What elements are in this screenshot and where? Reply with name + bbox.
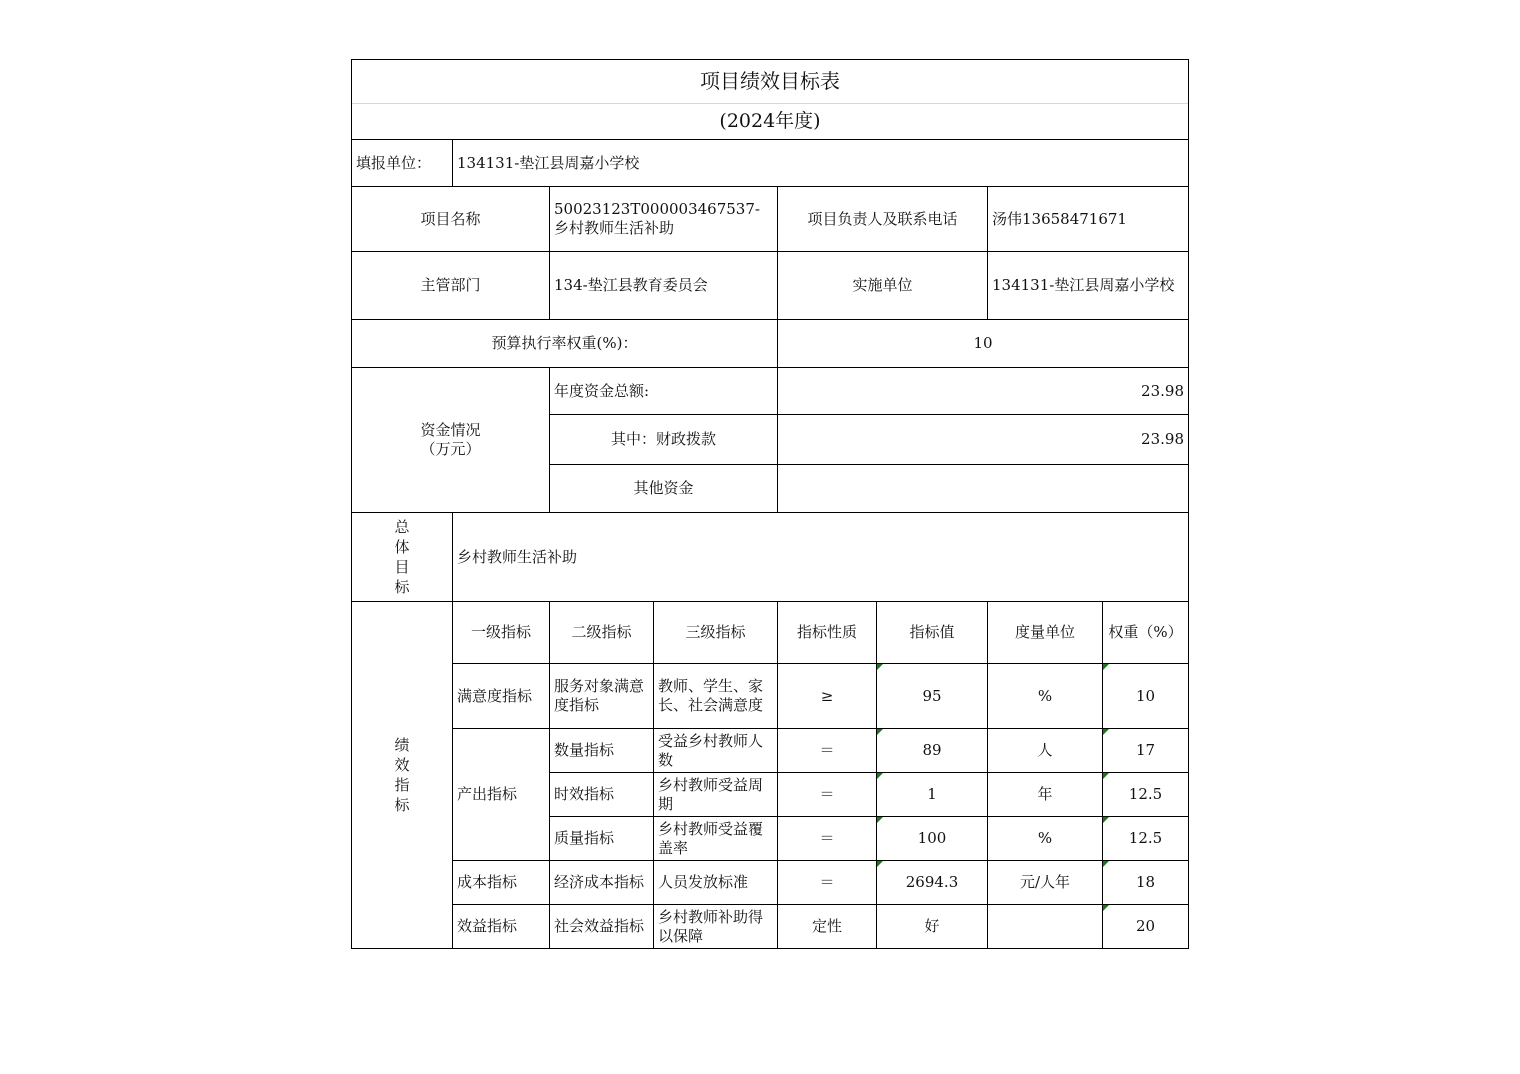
row-unit: 元/人年	[988, 861, 1103, 905]
project-name-row	[352, 187, 1189, 252]
goal-char: 体	[394, 538, 410, 556]
dept-value: 134-垫江县教育委员会	[550, 252, 778, 320]
header-level3: 三级指标	[654, 602, 778, 664]
row-level3: 教师、学生、家长、社会满意度	[654, 664, 778, 729]
row-level2: 数量指标	[550, 729, 654, 773]
perf-char: 效	[394, 756, 410, 774]
unit-value: 134131-垫江县周嘉小学校	[453, 140, 1189, 187]
row-level3: 乡村教师受益覆盖率	[654, 817, 778, 861]
header-unit: 度量单位	[988, 602, 1103, 664]
perf-char: 标	[394, 796, 410, 814]
annual-total-row	[352, 368, 1189, 415]
row-level3: 人员发放标准	[654, 861, 778, 905]
row-weight: 12.5	[1103, 817, 1189, 861]
funds-label-line1: 资金情况	[420, 421, 481, 439]
goal-char: 标	[394, 578, 410, 596]
perf-char: 绩	[394, 736, 410, 754]
row-nature: ＝	[778, 861, 877, 905]
goal-char: 总	[394, 518, 410, 536]
row-weight: 12.5	[1103, 773, 1189, 817]
performance-target-sheet	[351, 59, 1188, 949]
row-level3: 受益乡村教师人数	[654, 729, 778, 773]
leader-label: 项目负责人及联系电话	[778, 187, 988, 252]
row-weight: 20	[1103, 905, 1189, 949]
indicator-header-row	[352, 602, 1189, 664]
level1-satisfaction: 满意度指标	[453, 664, 550, 729]
table-row	[352, 861, 1189, 905]
level1-cost: 成本指标	[453, 861, 550, 905]
header-value: 指标值	[877, 602, 988, 664]
row-value: 89	[877, 729, 988, 773]
row-nature: ＝	[778, 729, 877, 773]
unit-label: 填报单位：	[352, 140, 453, 187]
table-row	[352, 729, 1189, 773]
unit-row	[352, 140, 1189, 187]
fiscal-label: 其中：财政拨款	[550, 415, 778, 465]
performance-target-table	[351, 59, 1189, 949]
year-row	[352, 104, 1189, 140]
row-level2: 经济成本指标	[550, 861, 654, 905]
row-level2: 时效指标	[550, 773, 654, 817]
row-unit: 人	[988, 729, 1103, 773]
row-unit: %	[988, 664, 1103, 729]
table-row	[352, 905, 1189, 949]
perf-indicator-label	[352, 602, 453, 949]
row-nature: ＝	[778, 773, 877, 817]
row-unit: 年	[988, 773, 1103, 817]
row-nature: 定性	[778, 905, 877, 949]
row-unit	[988, 905, 1103, 949]
budget-rate-label: 预算执行率权重(%)：	[352, 320, 778, 368]
project-name-value: 50023123T000003467537-乡村教师生活补助	[550, 187, 778, 252]
funds-label-line2: （万元）	[420, 440, 481, 458]
fiscal-value: 23.98	[778, 415, 1189, 465]
funds-label	[352, 368, 550, 513]
project-name-label: 项目名称	[352, 187, 550, 252]
row-nature: ≥	[778, 664, 877, 729]
header-level2: 二级指标	[550, 602, 654, 664]
other-funds-value	[778, 465, 1189, 513]
row-value: 1	[877, 773, 988, 817]
dept-row	[352, 252, 1189, 320]
row-value: 100	[877, 817, 988, 861]
annual-total-value: 23.98	[778, 368, 1189, 415]
overall-goal-label	[352, 513, 453, 602]
row-level3: 乡村教师补助得以保障	[654, 905, 778, 949]
year-label: (2024年度)	[352, 104, 1189, 140]
leader-value: 汤伟13658471671	[988, 187, 1189, 252]
row-level2: 质量指标	[550, 817, 654, 861]
row-value: 好	[877, 905, 988, 949]
row-nature: ＝	[778, 817, 877, 861]
annual-total-label: 年度资金总额:	[550, 368, 778, 415]
other-funds-label: 其他资金	[550, 465, 778, 513]
page-title: 项目绩效目标表	[352, 60, 1189, 104]
dept-label: 主管部门	[352, 252, 550, 320]
table-row	[352, 664, 1189, 729]
budget-rate-value: 10	[778, 320, 1189, 368]
row-weight: 17	[1103, 729, 1189, 773]
level1-benefit: 效益指标	[453, 905, 550, 949]
row-weight: 18	[1103, 861, 1189, 905]
row-value: 95	[877, 664, 988, 729]
header-nature: 指标性质	[778, 602, 877, 664]
budget-rate-row	[352, 320, 1189, 368]
row-level3: 乡村教师受益周期	[654, 773, 778, 817]
row-level2: 社会效益指标	[550, 905, 654, 949]
row-value: 2694.3	[877, 861, 988, 905]
level1-output: 产出指标	[453, 729, 550, 861]
impl-label: 实施单位	[778, 252, 988, 320]
overall-goal-value: 乡村教师生活补助	[453, 513, 1189, 602]
goal-char: 目	[394, 558, 410, 576]
impl-value: 134131-垫江县周嘉小学校	[988, 252, 1189, 320]
header-level1: 一级指标	[453, 602, 550, 664]
row-unit: %	[988, 817, 1103, 861]
header-weight: 权重（%）	[1103, 602, 1189, 664]
title-row	[352, 60, 1189, 104]
perf-char: 指	[394, 776, 410, 794]
row-level2: 服务对象满意度指标	[550, 664, 654, 729]
row-weight: 10	[1103, 664, 1189, 729]
overall-goal-row	[352, 513, 1189, 602]
